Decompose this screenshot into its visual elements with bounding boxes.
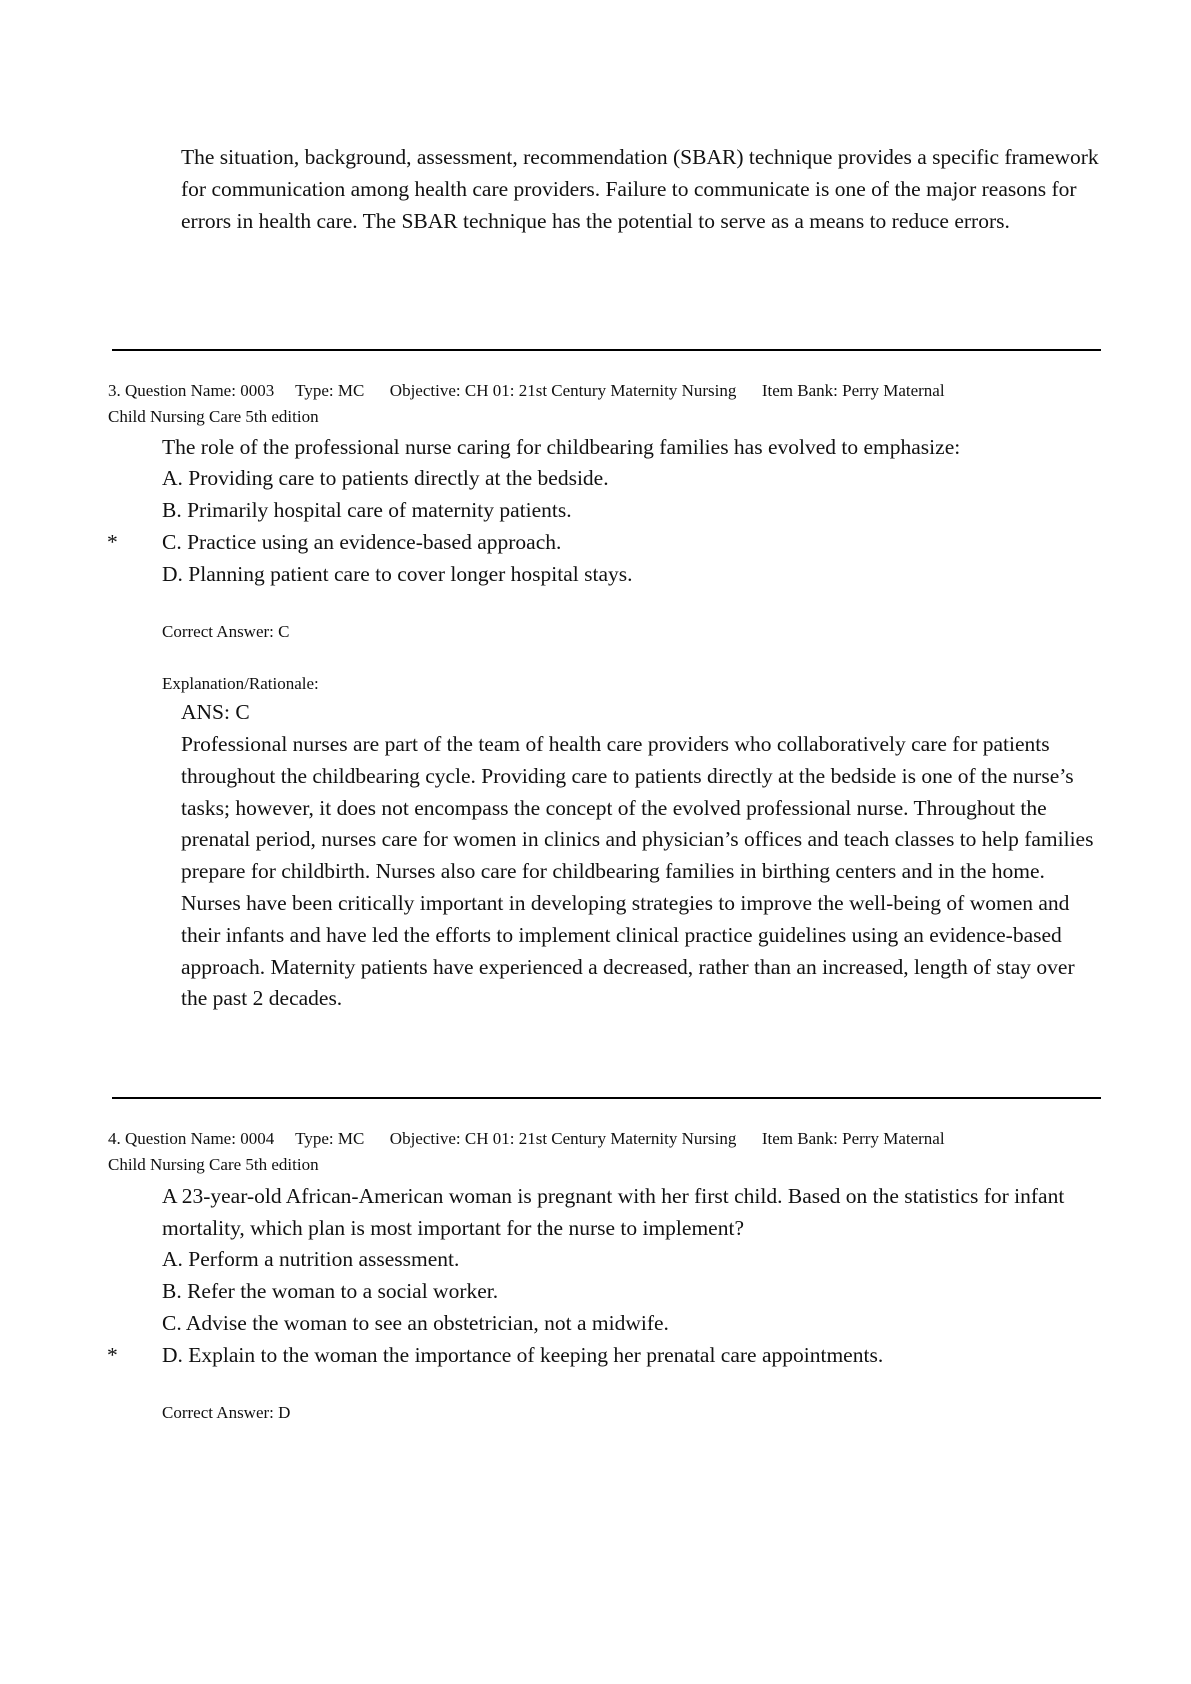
option-b: B. Refer the woman to a social worker. xyxy=(162,1279,499,1303)
explanation-label: Explanation/Rationale: xyxy=(162,674,319,693)
divider xyxy=(112,1097,1101,1099)
question-meta: 3. Question Name: 0003 Type: MC Objective: CH 01: 21st Century Maternity Nursing Item Bank: Perry Maternal xyxy=(108,381,945,400)
question-meta-continued: Child Nursing Care 5th edition xyxy=(108,1155,319,1174)
question-stem: A 23-year-old African-American woman is pregnant with her first child. Based on the statistics for infant mortality, which plan is most important for the nurse to implement? xyxy=(162,1184,1065,1240)
question-meta: 4. Question Name: 0004 Type: MC Objective: CH 01: 21st Century Maternity Nursing Item Bank: Perry Maternal xyxy=(108,1129,945,1148)
option-c: C. Advise the woman to see an obstetrician, not a midwife. xyxy=(162,1311,669,1335)
ans-label: ANS: C xyxy=(181,700,250,724)
divider xyxy=(112,349,1101,351)
correct-marker: * xyxy=(107,530,118,554)
option-d: D. Planning patient care to cover longer hospital stays. xyxy=(162,562,633,586)
previous-rationale: The situation, background, assessment, recommendation (SBAR) technique provides a specific framework for communication among health care providers. Failure to communicate is one of the major reasons for errors in health care. The SBAR technique has the potential to serve as a means to reduce errors. xyxy=(181,145,1099,233)
rationale: Professional nurses are part of the team of health care providers who collaboratively care for patients throughout the childbearing cycle. Providing care to patients directly at the bedside is one of the nurse’s tasks; however, it does not encompass the concept of the evolved professional nurse. Throughout the prenatal period, nurses care for women in clinics and physician’s offices and teach classes to help families prepare for childbirth. Nurses also care for childbearing families in birthing centers and in the home. Nurses have been critically important in developing strategies to improve the well-being of women and their infants and have led the efforts to implement clinical practice guidelines using an evidence-based approach. Maternity patients have experienced a decreased, rather than an increased, length of stay over the past 2 decades. xyxy=(181,732,1094,1011)
option-a: A. Providing care to patients directly at the bedside. xyxy=(162,466,609,490)
option-a: A. Perform a nutrition assessment. xyxy=(162,1247,460,1271)
correct-answer: Correct Answer: D xyxy=(162,1403,291,1422)
option-b: B. Primarily hospital care of maternity patients. xyxy=(162,498,572,522)
option-d: D. Explain to the woman the importance of keeping her prenatal care appointments. xyxy=(162,1343,884,1367)
correct-marker: * xyxy=(107,1343,118,1367)
correct-answer: Correct Answer: C xyxy=(162,622,290,641)
question-meta-continued: Child Nursing Care 5th edition xyxy=(108,407,319,426)
option-c: C. Practice using an evidence-based approach. xyxy=(162,530,562,554)
question-stem: The role of the professional nurse caring for childbearing families has evolved to emphasize: xyxy=(162,435,961,459)
